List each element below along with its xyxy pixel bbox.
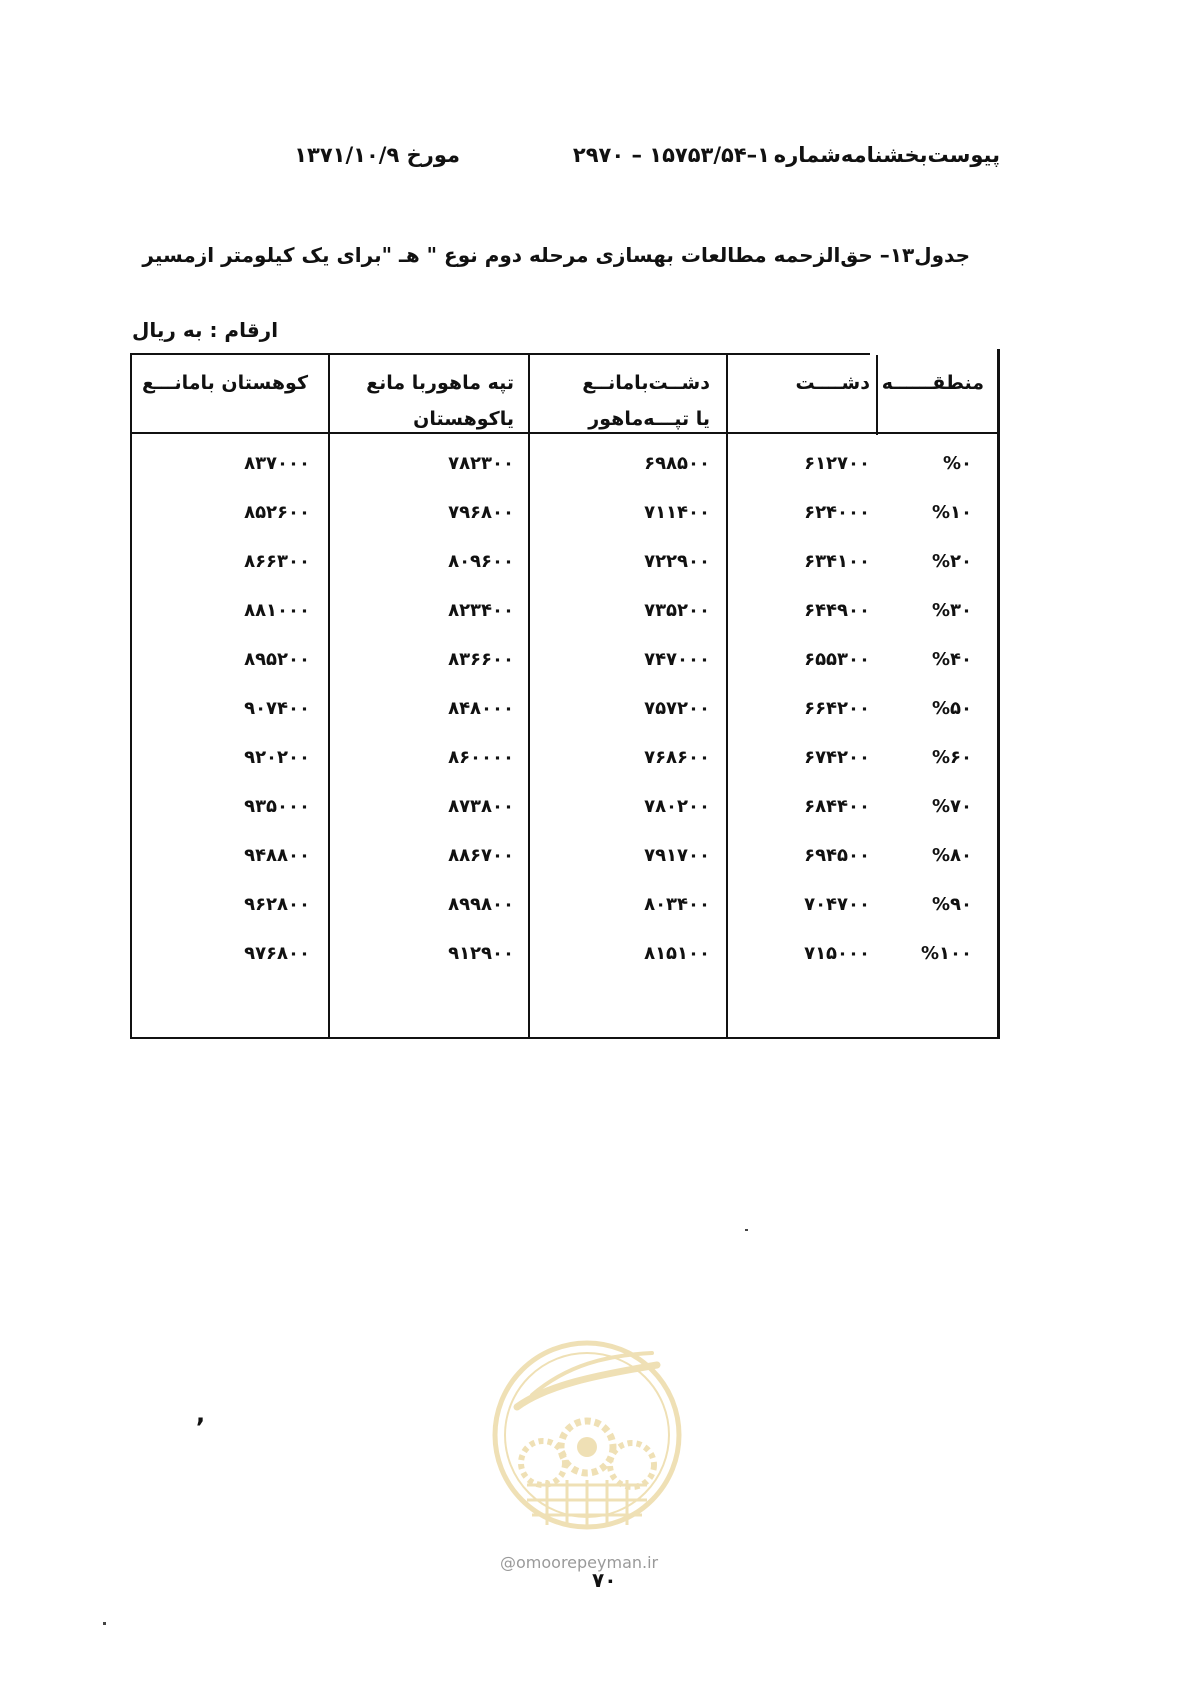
cell-hilly-with-obstacle: ۸۹۹۸۰۰ <box>448 894 514 915</box>
cell-plain-with-obstacle: ۷۲۲۹۰۰ <box>644 551 710 572</box>
cell-plain-with-obstacle: ۷۱۱۴۰۰ <box>644 502 710 523</box>
stray-mark: , <box>196 1400 206 1428</box>
cell-hilly-with-obstacle: ۸۲۳۴۰۰ <box>448 600 514 621</box>
cell-region: %۲۰ <box>931 551 972 572</box>
cell-plain: ۶۲۴۰۰۰ <box>804 502 870 523</box>
cell-mountain-with-obstacle: ۹۶۲۸۰۰ <box>244 894 310 915</box>
page-number: ۷۰ <box>592 1568 617 1592</box>
cell-hilly-with-obstacle: ۹۱۲۹۰۰ <box>448 943 514 964</box>
fee-table <box>130 355 1000 1038</box>
cell-plain: ۶۷۴۲۰۰ <box>804 747 870 768</box>
cell-mountain-with-obstacle: ۸۵۲۶۰۰ <box>244 502 310 523</box>
table-caption: جدول۱۳– حق‌الزحمه مطالعات بهسازی مرحله دوم نوع " هـ "برای یک کیلومتر ازمسیر <box>142 243 970 267</box>
cell-plain-with-obstacle: ۷۵۷۲۰۰ <box>644 698 710 719</box>
cell-mountain-with-obstacle: ۹۳۵۰۰۰ <box>244 796 310 817</box>
cell-region: %۱۰ <box>931 502 972 523</box>
header-plain-with-obstacle-line1: دشــت‌بامانــع <box>582 372 710 394</box>
table-rule-col4 <box>876 355 878 435</box>
cell-region: %۱۰۰ <box>921 943 972 964</box>
cell-plain: ۶۳۴۱۰۰ <box>804 551 870 572</box>
table-row <box>130 894 1000 924</box>
cell-plain: ۶۱۲۷۰۰ <box>804 453 870 474</box>
header-hilly-with-obstacle-line1: تپه ماهوربا مانع <box>366 372 514 394</box>
header-plain: دشــــت <box>795 372 870 394</box>
document-header <box>0 143 1190 183</box>
cell-plain: ۷۰۴۷۰۰ <box>804 894 870 915</box>
units-note: ارقام : به ریال <box>132 318 279 342</box>
table-row <box>130 600 1000 630</box>
cell-mountain-with-obstacle: ۸۸۱۰۰۰ <box>244 600 310 621</box>
table-row <box>130 649 1000 679</box>
cell-plain: ۶۵۵۳۰۰ <box>804 649 870 670</box>
table-row <box>130 551 1000 581</box>
cell-region: %۹۰ <box>931 894 972 915</box>
cell-plain-with-obstacle: ۸۰۳۴۰۰ <box>644 894 710 915</box>
cell-hilly-with-obstacle: ۸۸۶۷۰۰ <box>448 845 514 866</box>
header-circular-number: ۲۹۷۰ – ۱۵۷۵۳/۵۴–۱ <box>572 143 770 167</box>
cell-mountain-with-obstacle: ۹۰۷۴۰۰ <box>244 698 310 719</box>
cell-plain: ۶۴۴۹۰۰ <box>804 600 870 621</box>
cell-hilly-with-obstacle: ۸۷۳۸۰۰ <box>448 796 514 817</box>
table-row <box>130 698 1000 728</box>
scan-speck <box>745 1229 748 1231</box>
seal-logo <box>487 1335 687 1545</box>
cell-plain-with-obstacle: ۷۴۷۰۰۰ <box>644 649 710 670</box>
cell-plain: ۶۶۴۲۰۰ <box>804 698 870 719</box>
cell-mountain-with-obstacle: ۸۶۶۳۰۰ <box>244 551 310 572</box>
cell-region: %۰ <box>942 453 972 474</box>
cell-hilly-with-obstacle: ۸۴۸۰۰۰ <box>448 698 514 719</box>
cell-plain-with-obstacle: ۷۹۱۷۰۰ <box>644 845 710 866</box>
cell-hilly-with-obstacle: ۸۰۹۶۰۰ <box>448 551 514 572</box>
header-plain-with-obstacle <box>582 365 710 437</box>
table-rule-top <box>130 353 870 355</box>
header-plain-with-obstacle-line2: یا تپـــه‌ماهور <box>588 408 710 430</box>
table-row <box>130 943 1000 973</box>
cell-plain-with-obstacle: ۷۸۰۲۰۰ <box>644 796 710 817</box>
cell-region: %۷۰ <box>931 796 972 817</box>
table-row <box>130 502 1000 532</box>
cell-mountain-with-obstacle: ۸۹۵۲۰۰ <box>244 649 310 670</box>
scan-speck <box>103 1622 106 1625</box>
table-row <box>130 453 1000 483</box>
cell-region: %۶۰ <box>931 747 972 768</box>
table-row <box>130 845 1000 875</box>
cell-plain-with-obstacle: ۸۱۵۱۰۰ <box>644 943 710 964</box>
header-region: منطقــــــه <box>881 372 984 394</box>
cell-hilly-with-obstacle: ۸۶۰۰۰۰ <box>448 747 514 768</box>
cell-region: %۳۰ <box>931 600 972 621</box>
watermark-handle: @omoorepeyman.ir <box>500 1553 659 1572</box>
header-mountain-with-obstacle: کوهستان بامانـــع <box>142 372 308 394</box>
cell-mountain-with-obstacle: ۹۲۰۲۰۰ <box>244 747 310 768</box>
header-hilly-with-obstacle <box>366 365 514 437</box>
table-rule-bottom <box>130 1037 1000 1039</box>
table-row <box>130 747 1000 777</box>
cell-region: %۸۰ <box>931 845 972 866</box>
cell-plain: ۷۱۵۰۰۰ <box>804 943 870 964</box>
cell-mountain-with-obstacle: ۹۷۶۸۰۰ <box>244 943 310 964</box>
cell-hilly-with-obstacle: ۷۸۲۳۰۰ <box>448 453 514 474</box>
cell-mountain-with-obstacle: ۸۳۷۰۰۰ <box>244 453 310 474</box>
table-row <box>130 796 1000 826</box>
cell-plain: ۶۸۴۴۰۰ <box>804 796 870 817</box>
cell-mountain-with-obstacle: ۹۴۸۸۰۰ <box>244 845 310 866</box>
cell-plain-with-obstacle: ۶۹۸۵۰۰ <box>644 453 710 474</box>
header-hilly-with-obstacle-line2: یاکوهستان <box>413 408 514 430</box>
cell-region: %۵۰ <box>931 698 972 719</box>
cell-hilly-with-obstacle: ۸۳۶۶۰۰ <box>448 649 514 670</box>
cell-hilly-with-obstacle: ۷۹۶۸۰۰ <box>448 502 514 523</box>
header-date: مورخ ۱۳۷۱/۱۰/۹ <box>294 143 460 167</box>
cell-plain-with-obstacle: ۷۳۵۲۰۰ <box>644 600 710 621</box>
table-rule-header <box>130 432 1000 434</box>
cell-plain: ۶۹۴۵۰۰ <box>804 845 870 866</box>
header-label: پیوست‌بخشنامه‌شماره <box>773 143 1000 167</box>
cell-region: %۴۰ <box>931 649 972 670</box>
cell-plain-with-obstacle: ۷۶۸۶۰۰ <box>644 747 710 768</box>
